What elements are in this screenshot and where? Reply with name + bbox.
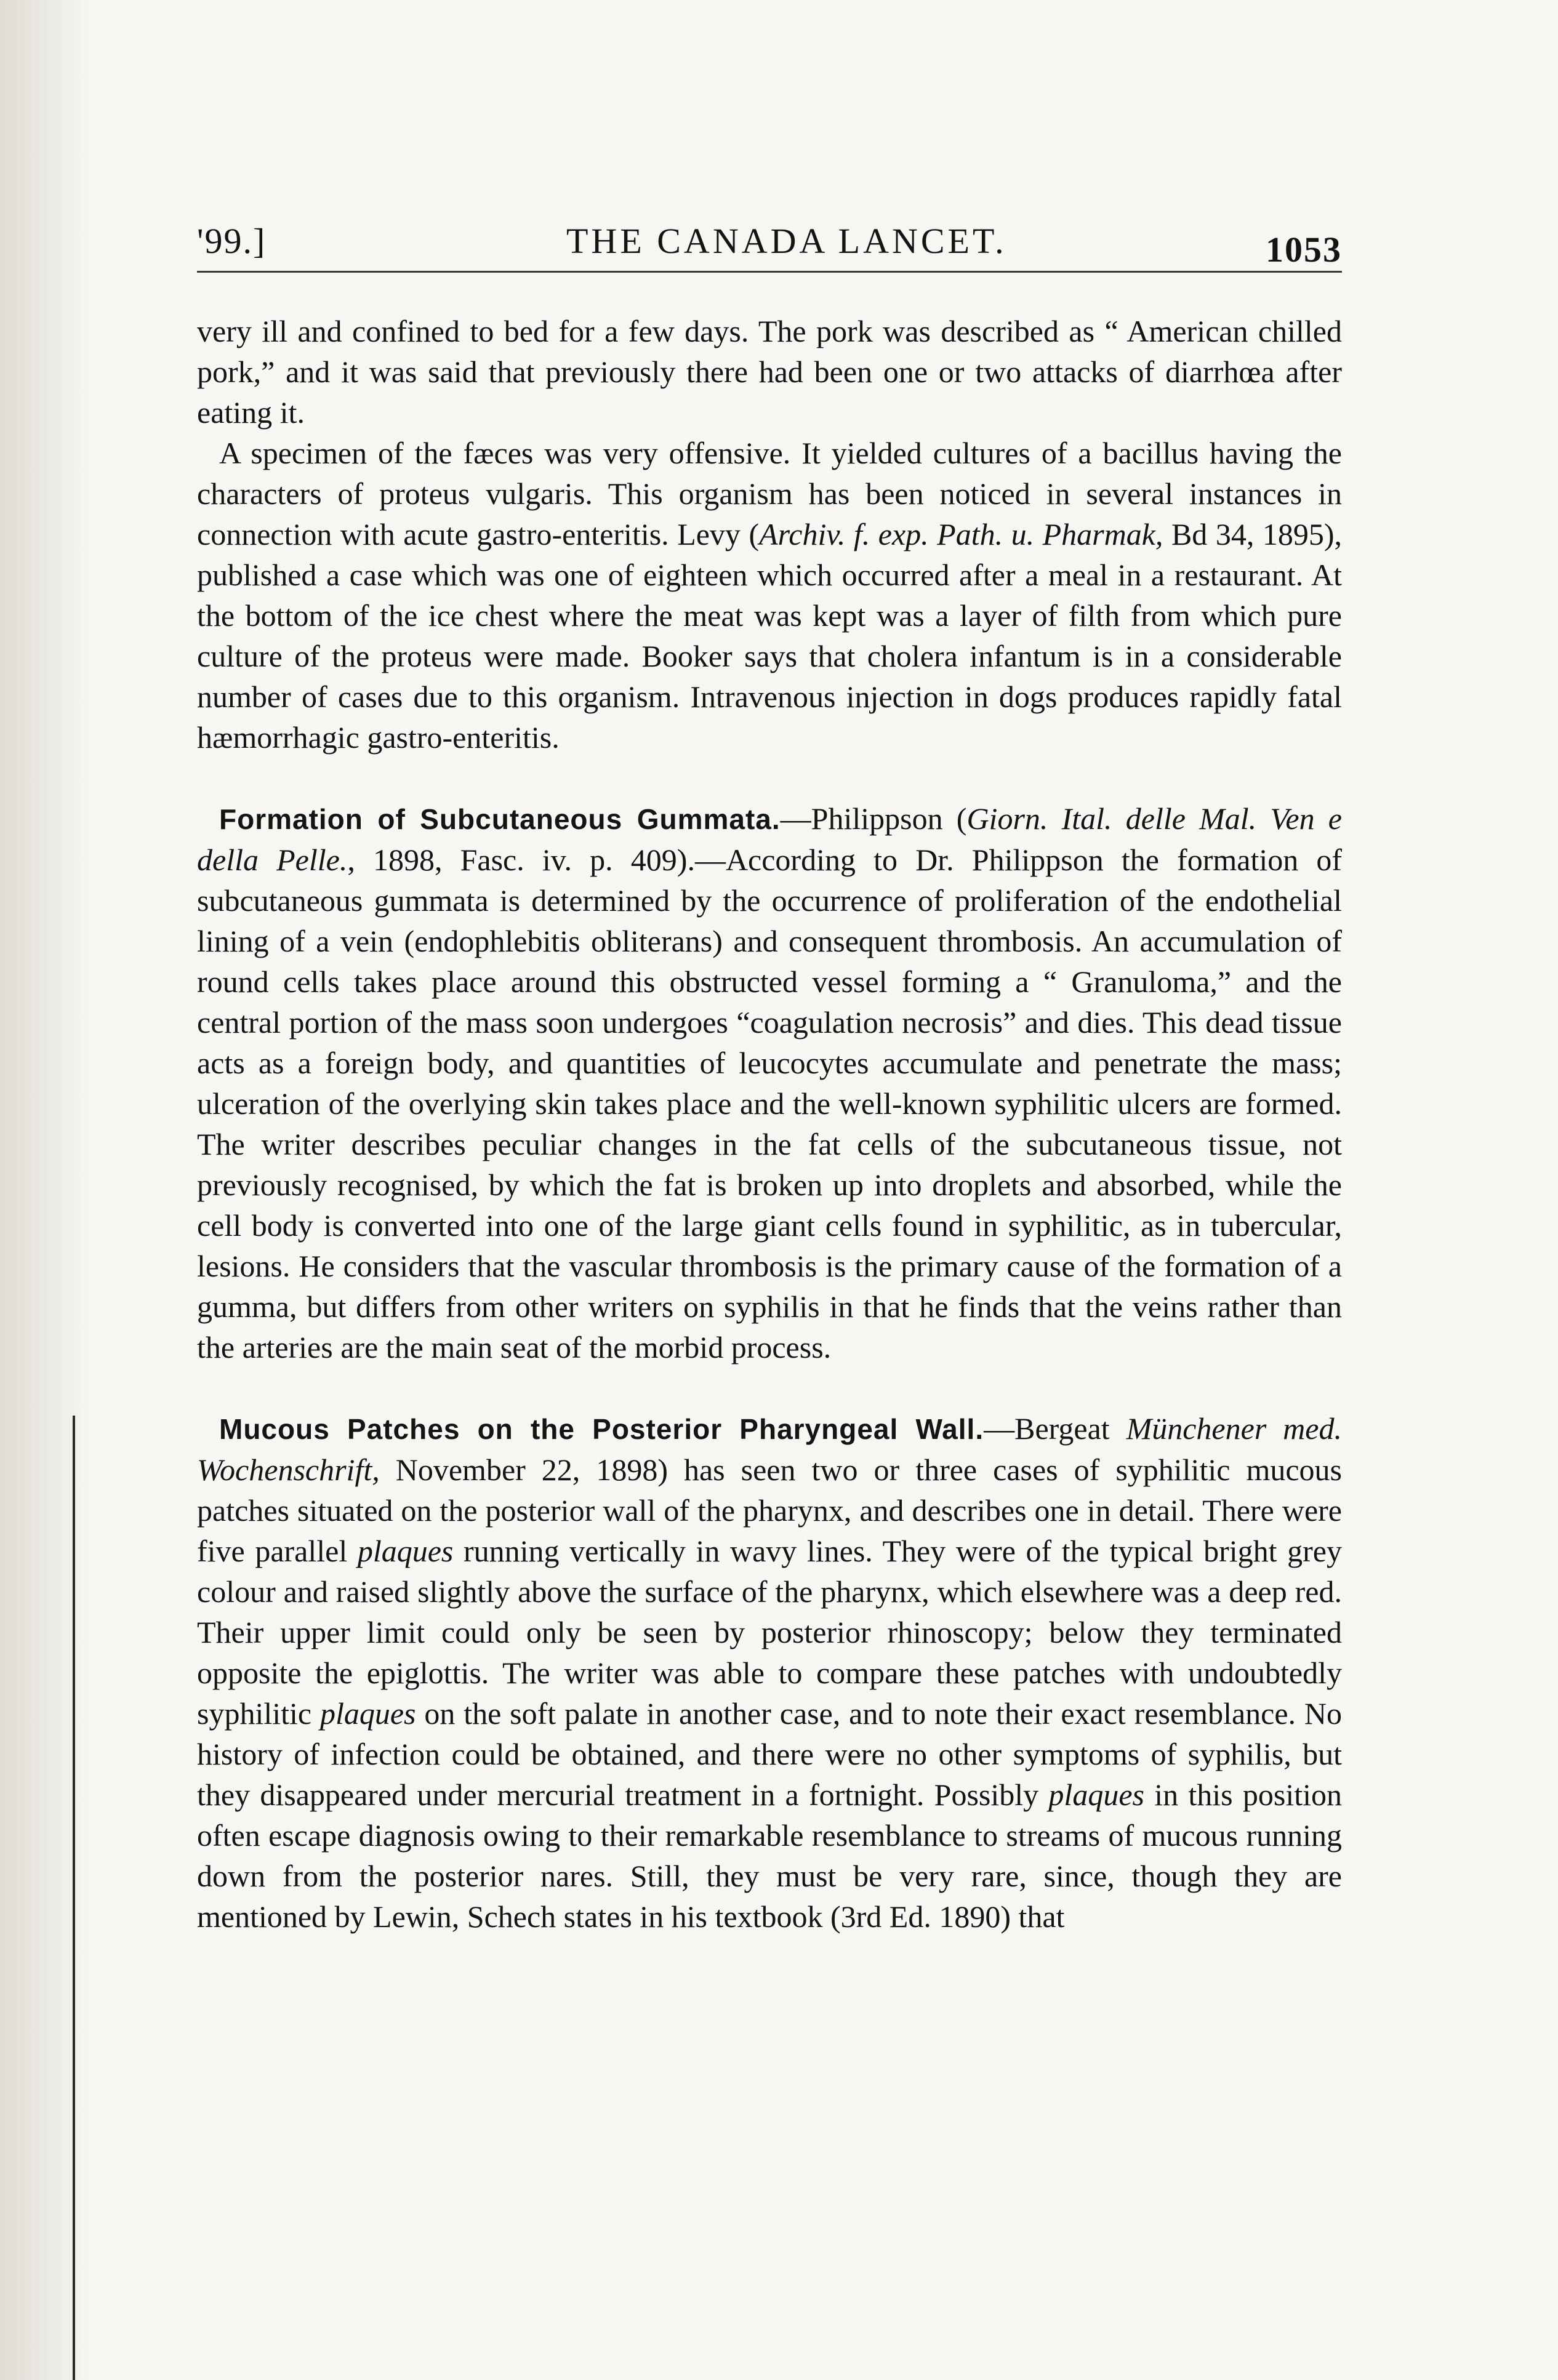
article-body — [197, 311, 1342, 1937]
paragraph — [197, 1408, 1342, 1937]
text-run: November 22, 1898) has seen two or three cases of syphilitic mucous patches situated on the posterior wall of the pharynx, and describes one in detail. There were five parallel — [197, 1452, 1342, 1568]
running-header-title: THE CANADA LANCET. — [566, 221, 1007, 261]
section-heading: Formation of Subcutaneous Gummata. — [219, 803, 781, 835]
text-run: on the soft palate in another case, and to note their exact resemblance. No history of infection could be obtained, and there were no other symptoms of syphilis, but they disappeared under mercurial treatment in a fortnight. Possibly — [197, 1696, 1342, 1812]
text-run: —Philippson ( — [780, 801, 967, 836]
binding-edge-line — [73, 1416, 75, 2380]
article-section — [197, 311, 1342, 758]
paragraph — [197, 433, 1342, 758]
citation-italic: Giorn. Ital. delle Mal. Ven e della Pelle. — [197, 801, 1342, 877]
paragraph — [197, 798, 1342, 1368]
text-run: very ill and confined to bed for a few days. The pork was described as “ American chilled pork,” and it was said that previously there had been one or two attacks of diarrhœa after eating it. — [197, 314, 1342, 430]
text-run: , 1898, Fasc. iv. p. 409).—According to Dr. Philippson the formation of subcutaneous gummata is determined by the occurrence of proliferation of the endothelial lining of a vein (endophlebitis obliterans) and consequent thrombosis. An accumulation of round cells takes place around this obstructed vessel forming a “ Granuloma,” and the central portion of the mass soon undergoes “coagulation necrosis” and dies. This dead tissue acts as a foreign body, and quantities of leucocytes accumulate and penetrate the mass; ulceration of the overlying skin takes place and the well-known syphilitic ulcers are formed. The writer describes peculiar changes in the fat cells of the subcutaneous tissue, not previously recognised, by which the fat is broken up into droplets and absorbed, while the cell body is converted into one of the large giant cells found in syphilitic, as in tubercular, lesions. He considers that the vascular thrombosis is the primary cause of the formation of a gumma, but differs from other writers on syphilis in that he finds that the veins rather than the arteries are the main seat of the morbid process. — [197, 843, 1343, 1364]
article-section — [197, 1408, 1342, 1937]
article-section — [197, 798, 1342, 1368]
text-run: in this position often escape diagnosis owing to their remarkable resemblance to streams of mucous running down from the posterior nares. Still, they must be very rare, since, though they are mentioned by Lewin, Schech states in his textbook (3rd Ed. 1890) that — [197, 1777, 1343, 1934]
running-header-volume: '99.] — [197, 221, 267, 261]
text-run: A specimen of the fæces was very offensive. It yielded cultures of a bacillus having the characters of proteus vulgaris. This organism has been noticed in several instances in connection with acute gastro-enteritis. Levy ( — [197, 436, 1342, 551]
citation-italic: Münchener med. Wochenschrift, — [197, 1411, 1342, 1487]
citation-italic: plaques — [357, 1534, 454, 1568]
page-number: 1053 — [1266, 230, 1342, 270]
journal-page — [197, 203, 1342, 1937]
binding-shadow — [0, 0, 92, 2380]
text-run: running vertically in wavy lines. They were of the typical bright grey colour and raised slightly above the surface of the pharynx, which elsewhere was a deep red. Their upper limit could only be seen by posterior rhinoscopy; below they terminated opposite the epiglottis. The writer was able to compare these patches with undoubtedly syphilitic — [197, 1534, 1342, 1731]
citation-italic: plaques — [319, 1696, 416, 1731]
citation-italic: Archiv. f. exp. Path. u. Pharmak, — [759, 517, 1163, 551]
section-heading: Mucous Patches on the Posterior Pharyngeal Wall. — [219, 1413, 984, 1445]
text-run: Bd 34, 1895), published a case which was one of eighteen which occurred after a meal in a restaurant. At the bottom of the ice chest where the meat was kept was a layer of filth from which pure culture of the proteus were made. Booker says that cholera infantum is in a considerable number of cases due to this organism. Intravenous injection in dogs produces rapidly fatal hæmorrhagic gastro-enteritis. — [197, 517, 1342, 755]
citation-italic: plaques — [1048, 1777, 1144, 1812]
paragraph — [197, 311, 1342, 433]
text-run: —Bergeat — [984, 1411, 1126, 1446]
running-header — [197, 203, 1342, 273]
